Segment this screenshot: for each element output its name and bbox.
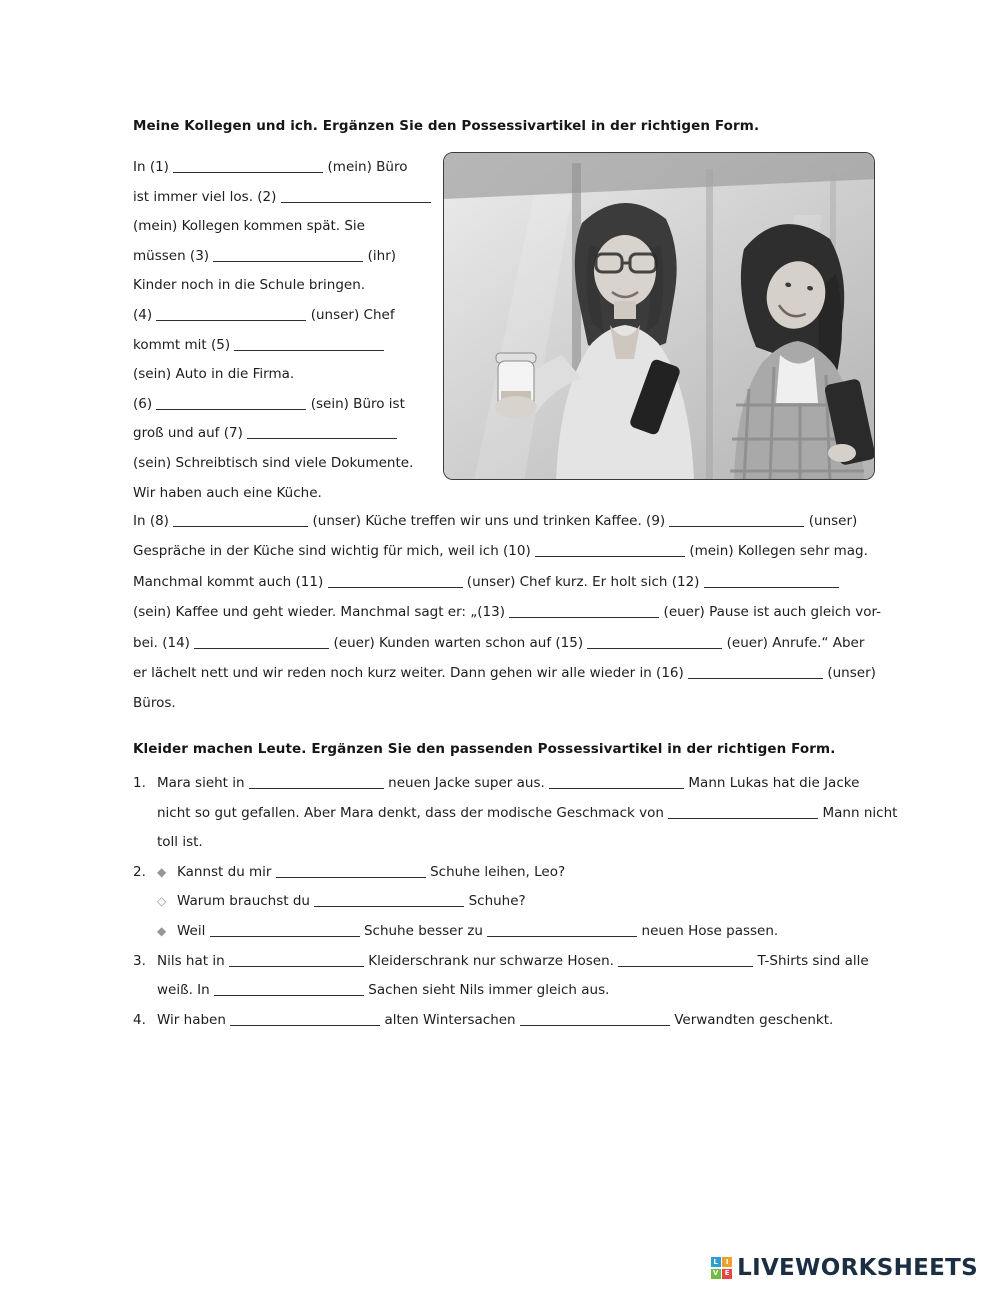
text-line: Nils hat in Kleiderschrank nur schwarze Hosen. T-Shirts sind alle [157,952,869,969]
text-line: Kannst du mir Schuhe leihen, Leo? [177,863,566,880]
answer-blank[interactable] [487,923,637,937]
logo-square-e: E [722,1269,732,1279]
exercise-item-4 [133,1006,883,1036]
answer-blank[interactable] [173,159,323,173]
text-line: Büros. [133,695,176,712]
answer-blank[interactable] [669,513,804,527]
answer-blank[interactable] [213,248,363,262]
text-line: In (8) (unser) Küche treffen wir uns und trinken Kaffee. (9) (unser) [133,513,858,529]
text-line: müssen (3) (ihr) [133,247,397,264]
section1-title: Meine Kollegen und ich. Ergänzen Sie den Possessivartikel in der richtigen Form. [133,118,760,134]
text-line: bei. (14) (euer) Kunden warten schon auf (15) (euer) Anrufe.“ Aber [133,634,865,651]
answer-blank[interactable] [156,307,306,321]
answer-blank[interactable] [509,604,659,618]
diamond-filled-icon: ◆ [157,864,167,879]
text-line: Weil Schuhe besser zu neuen Hose passen. [177,922,779,939]
answer-blank[interactable] [156,396,306,410]
text-line: weiß. In Sachen sieht Nils immer gleich aus. [157,982,610,999]
liveworksheets-watermark[interactable] [711,1255,978,1281]
text-line: toll ist. [157,834,203,851]
answer-blank[interactable] [618,953,753,967]
logo-square-l: L [711,1257,721,1267]
dialog-line [157,887,883,917]
answer-blank[interactable] [704,574,839,588]
answer-blank[interactable] [688,665,823,679]
answer-blank[interactable] [247,425,397,439]
liveworksheets-logo-icon [711,1257,733,1279]
exercise-item-1 [133,769,898,858]
section1-paragraph [133,506,882,719]
text-line: (mein) Kollegen kommen spät. Sie [133,218,365,235]
diamond-filled-icon: ◆ [157,923,167,938]
answer-blank[interactable] [520,1012,670,1026]
diamond-outline-icon: ◇ [157,894,167,909]
answer-blank[interactable] [328,574,463,588]
dialog-line [157,858,883,888]
exercise-item-3 [133,947,883,1006]
answer-blank[interactable] [535,543,685,557]
item-number: 2. [133,863,146,880]
text-line: (sein) Schreibtisch sind viele Dokumente. [133,454,414,471]
answer-blank[interactable] [249,775,384,789]
text-line: Mara sieht in neuen Jacke super aus. Mann Lukas hat die Jacke [157,775,860,791]
item-number: 1. [133,775,146,791]
text-line: ist immer viel los. (2) [133,183,443,213]
answer-blank[interactable] [281,189,431,203]
dialog-line [157,917,883,947]
answer-blank[interactable] [314,893,464,907]
logo-square-v: V [711,1269,721,1279]
text-line: nicht so gut gefallen. Aber Mara denkt, dass der modische Geschmack von Mann nicht [157,804,898,821]
answer-blank[interactable] [214,982,364,996]
text-line: (6) (sein) Büro ist [133,395,405,412]
answer-blank[interactable] [276,864,426,878]
item-number: 4. [133,1011,146,1028]
text-line: Gespräche in der Küche sind wichtig für mich, weil ich (10) (mein) Kollegen sehr mag. [133,543,868,560]
answer-blank[interactable] [549,775,684,789]
text-line: Wir haben alten Wintersachen Verwandten geschenkt. [157,1011,834,1028]
section1-left-column [133,153,443,508]
logo-square-i: I [722,1257,732,1267]
photo-illustration [444,153,875,480]
text-line: (4) (unser) Chef [133,306,395,323]
section2-exercise [133,769,898,1035]
answer-blank[interactable] [210,923,360,937]
text-line: er lächelt nett und wir reden noch kurz weiter. Dann gehen wir alle wieder in (16) (unser) [133,664,876,681]
answer-blank[interactable] [234,337,384,351]
text-line: Warum brauchst du Schuhe? [177,893,526,910]
text-line: Wir haben auch eine Küche. [133,484,322,501]
text-line: kommt mit (5) [133,331,443,361]
item-number: 3. [133,952,146,969]
text-line: (sein) Kaffee und geht wieder. Manchmal sagt er: „(13) (euer) Pause ist auch gleich vor- [133,604,882,621]
liveworksheets-wordmark: LIVEWORKSHEETS [737,1255,978,1281]
text-line: groß und auf (7) [133,419,443,449]
section2-title: Kleider machen Leute. Ergänzen Sie den passenden Possessivartikel in der richtigen Form. [133,741,836,757]
text-line: In (1) (mein) Büro [133,159,408,175]
answer-blank[interactable] [230,1012,380,1026]
answer-blank[interactable] [229,953,364,967]
text-line: (sein) Auto in die Firma. [133,366,295,383]
photo-two-women-coffee [443,152,875,480]
text-line: Manchmal kommt auch (11) (unser) Chef kurz. Er holt sich (12) [133,567,878,597]
answer-blank[interactable] [668,805,818,819]
answer-blank[interactable] [194,635,329,649]
text-line: Kinder noch in die Schule bringen. [133,277,366,294]
answer-blank[interactable] [587,635,722,649]
exercise-item-2 [133,858,883,947]
answer-blank[interactable] [173,513,308,527]
